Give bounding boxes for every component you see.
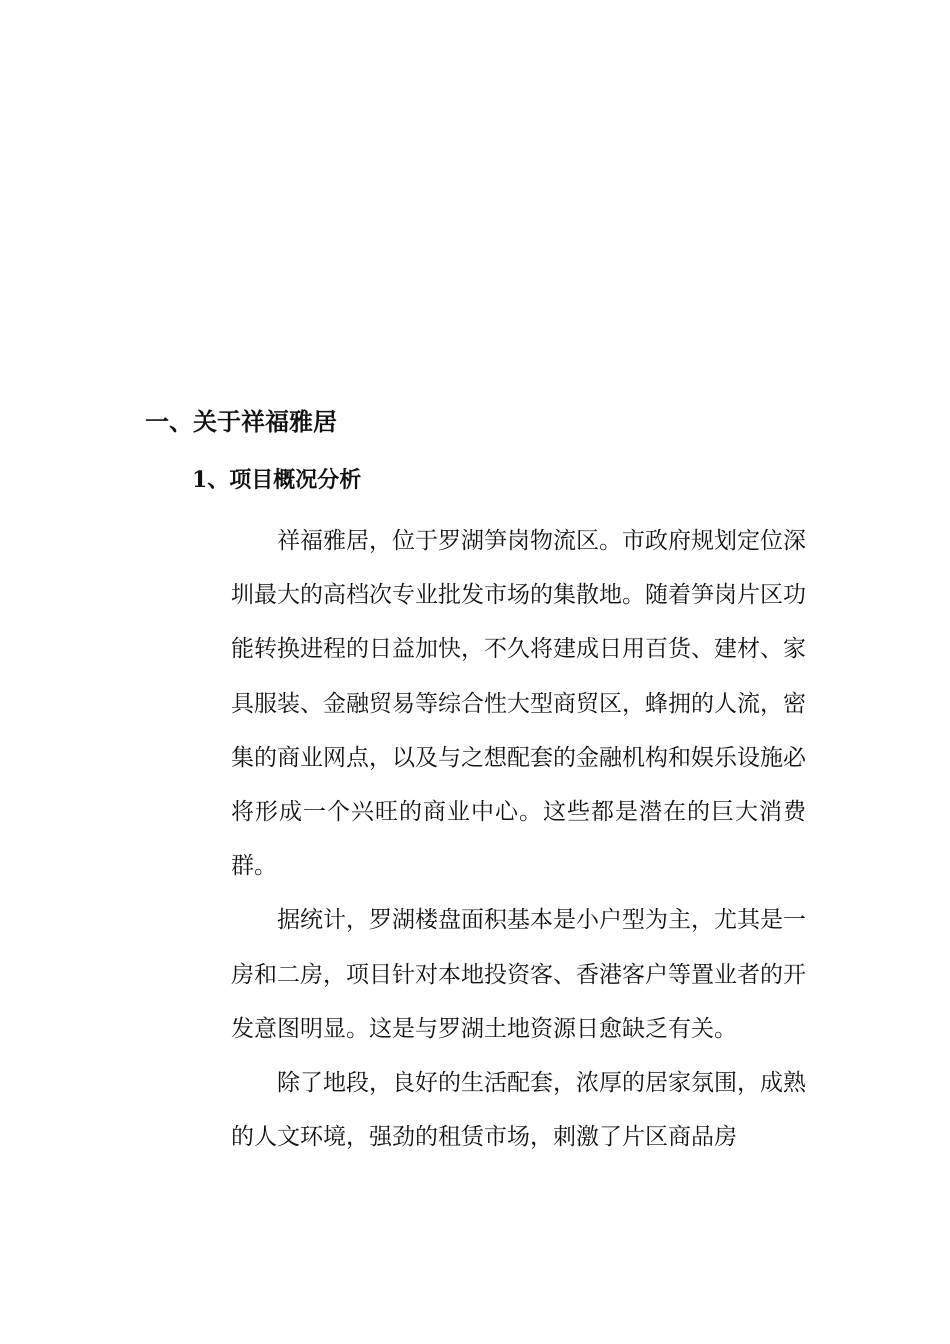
paragraph-location: 祥福雅居，位于罗湖笋岗物流区。市政府规划定位深圳最大的高档次专业批发市场的集散地。随着笋岗片区功能转换进程的日益加快，不久将建成日用百货、建材、家具服装、金融贸易等综合性大型商贸区，蜂拥的人流，密集的商业网点，以及与之想配套的金融机构和娱乐设施必将形成一个兴旺的商业中心。这些都是潜在的巨大消费群。 <box>231 528 806 880</box>
paragraph-statistics: 据统计，罗湖楼盘面积基本是小户型为主，尤其是一房和二房，项目针对本地投资客、香港客户等置业者的开发意图明显。这是与罗湖土地资源日愈缺乏有关。 <box>231 907 806 1042</box>
body-text <box>231 514 806 1164</box>
paragraph-amenities: 除了地段，良好的生活配套，浓厚的居家氛围，成熟的人文环境，强劲的租赁市场，刺激了片区商品房 <box>231 1070 806 1151</box>
section-heading: 一、关于祥福雅居 <box>145 407 337 436</box>
subsection-heading: 1、项目概况分析 <box>192 467 362 493</box>
